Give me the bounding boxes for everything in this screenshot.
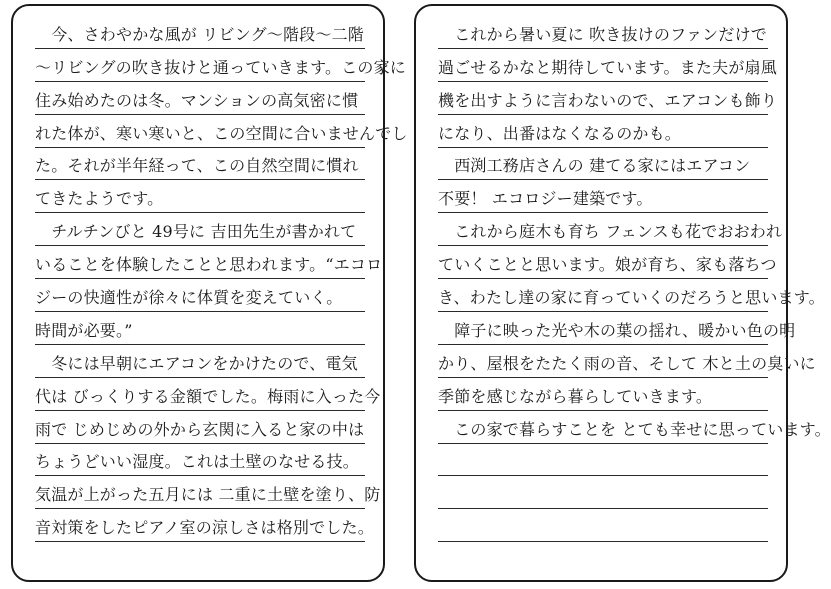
handwritten-line: 冬には早朝にエアコンをかけたので、電気 [35, 353, 358, 373]
ruled-line [438, 509, 768, 542]
ruled-line [35, 279, 365, 312]
handwritten-line: 住み始めたのは冬。マンションの高気密に慣 [35, 90, 359, 110]
handwritten-line: 気温が上がった五月には 二重に土壁を塗り、防 [35, 485, 381, 505]
handwritten-line: 機を出すように言わないので、エアコンも飾り [438, 90, 778, 110]
ruled-line [438, 180, 768, 213]
ruled-line [438, 115, 768, 148]
ruled-line [35, 180, 365, 213]
handwritten-line: 障子に映った光や木の葉の揺れ、暖かい色の明 [438, 320, 796, 340]
ruled-line [35, 148, 365, 181]
ruled-line [35, 411, 365, 444]
handwritten-line: これから庭木も育ち フェンスも花でおおわれ [438, 222, 783, 242]
handwritten-line: ちょうどいい湿度。これは土壁のなせる技。 [35, 452, 360, 472]
handwritten-line: 西渕工務店さんの 建てる家にはエアコン [438, 156, 751, 176]
ruled-line [35, 509, 374, 542]
left-notebook-page [11, 4, 408, 582]
handwritten-line: 過ごせるかなと期待しています。また夫が扇風 [438, 57, 777, 77]
ruled-line [438, 148, 768, 181]
ruled-line [438, 312, 796, 345]
ruled-line [438, 246, 777, 279]
ruled-line [35, 49, 407, 82]
handwritten-line: 不要！ エコロジー建築です。 [438, 189, 653, 209]
ruled-line [35, 115, 408, 148]
ruled-line [35, 312, 365, 345]
ruled-line [35, 82, 365, 115]
ruled-line [438, 345, 816, 378]
handwritten-line: 音対策をしたピアノ室の涼しさは格別でした。 [35, 518, 374, 538]
ruled-line [438, 279, 825, 312]
handwritten-line: ジーの快適性が徐々に体質を変えていく。 [35, 288, 343, 308]
ruled-line [35, 213, 365, 246]
handwritten-line: 雨で じめじめの外から玄関に入ると家の中は [35, 419, 365, 439]
handwritten-line: になり、出番はなくなるのかも。 [438, 123, 682, 143]
ruled-line [438, 411, 831, 444]
handwritten-line: 今、さわやかな風が リビング～階段～二階 [35, 24, 364, 44]
ruled-line [438, 213, 783, 246]
right-notebook-page [414, 4, 831, 582]
handwritten-line: ～リビングの吹き抜けと通っていきます。この家に [35, 57, 407, 77]
handwritten-line: いることを体験したことと思われます。“エコロ [35, 255, 383, 275]
ruled-line [35, 476, 381, 509]
ruled-line [438, 476, 768, 509]
ruled-line [438, 378, 768, 411]
handwritten-line: れた体が、寒い寒いと、この空間に合いませんでし [35, 123, 408, 143]
left-page-lines [35, 16, 408, 542]
handwritten-line: これから暑い夏に 吹き抜けのファンだけで [438, 24, 767, 44]
handwritten-line: 時間が必要。” [35, 320, 133, 340]
ruled-line [35, 345, 365, 378]
ruled-line [438, 16, 768, 49]
handwritten-line: この家で暮らすことを とても幸せに思っています。 [438, 419, 831, 439]
right-page-lines [438, 16, 831, 542]
ruled-line [35, 16, 365, 49]
handwritten-line: 代は びっくりする金額でした。梅雨に入った今 [35, 386, 381, 406]
ruled-line [438, 82, 778, 115]
handwritten-line: チルチンびと 49号に 吉田先生が書かれて [35, 222, 357, 242]
handwritten-line: 季節を感じながら暮らしていきます。 [438, 386, 713, 406]
handwritten-line: き、わたし達の家に育っていくのだろうと思います。 [438, 288, 825, 308]
ruled-line [35, 246, 383, 279]
ruled-line [35, 444, 365, 477]
ruled-line [438, 49, 777, 82]
handwritten-line: ていくことと思います。娘が育ち、家も落ちつ [438, 255, 777, 275]
ruled-line [35, 378, 381, 411]
handwritten-line: た。それが半年経って、この自然空間に慣れ [35, 156, 359, 176]
handwritten-line: かり、屋根をたたく雨の音、そして 木と土の臭いに [438, 353, 816, 373]
handwritten-line: てきたようです。 [35, 189, 164, 209]
ruled-line [438, 444, 768, 477]
